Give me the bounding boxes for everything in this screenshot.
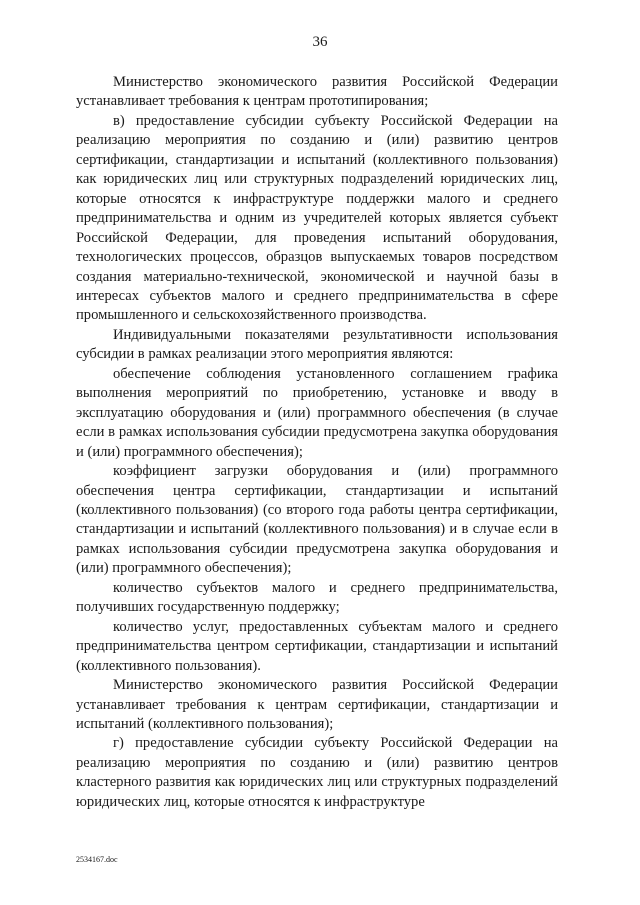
paragraph: количество субъектов малого и среднего предпринимательства, получивших государственную поддержку; [76, 579, 558, 616]
paragraph: Министерство экономического развития Российской Федерации устанавливает требования к центрам сертификации, стандартизации и испытаний (коллективного пользования); [76, 677, 558, 732]
paragraph: в) предоставление субсидии субъекту Российской Федерации на реализацию мероприятия по созданию и (или) развитию центров сертификации, стандартизации и испытаний (коллективного пользования) как юридических лиц или структурных подразделений юридических лиц, которые относятся к инфраструктуре поддержки малого и среднего предпринимательства и одним из учредителей которых является субъект Российской Федерации, для проведения испытаний оборудования, технологических процессов, образцов выпускаемых товаров посредством создания материально-технической, экономической и научной базы в интересах субъектов малого и среднего предпринимательства в сфере промышленного и сельскохозяйственного производства. [76, 112, 558, 324]
paragraph: г) предоставление субсидии субъекту Российской Федерации на реализацию мероприятия по созданию и (или) развитию центров кластерного развития как юридических лиц или структурных подразделений юридических лиц, которые относятся к инфраструктуре [76, 735, 558, 810]
paragraph: Индивидуальными показателями результативности использования субсидии в рамках реализации этого мероприятия являются: [76, 326, 558, 363]
paragraph: количество услуг, предоставленных субъектам малого и среднего предпринимательства центром сертификации, стандартизации и испытаний (коллективного пользования). [76, 618, 558, 674]
document-body [76, 73, 558, 812]
file-name-footer: 2534167.doc [76, 855, 118, 864]
paragraph: коэффициент загрузки оборудования и (или) программного обеспечения центра сертификации, стандартизации и испытаний (коллективного пользования) (со второго года работы центра сертификации, стандартизации и испытаний (коллективного пользования) и в случае если в рамках использования субсидии предусмотрена закупка оборудования и (или) программного обеспечения); [76, 463, 558, 577]
page-number: 36 [312, 34, 328, 50]
paragraph: обеспечение соблюдения установленного соглашением графика выполнения мероприятий по приобретению, установке и вводу в эксплуатацию оборудования и (или) программного обеспечения (в случае если в рамках использования субсидии предусмотрена закупка оборудования и (или) программного обеспечения); [76, 365, 558, 460]
paragraph: Министерство экономического развития Российской Федерации устанавливает требования к центрам прототипирования; [76, 74, 558, 110]
